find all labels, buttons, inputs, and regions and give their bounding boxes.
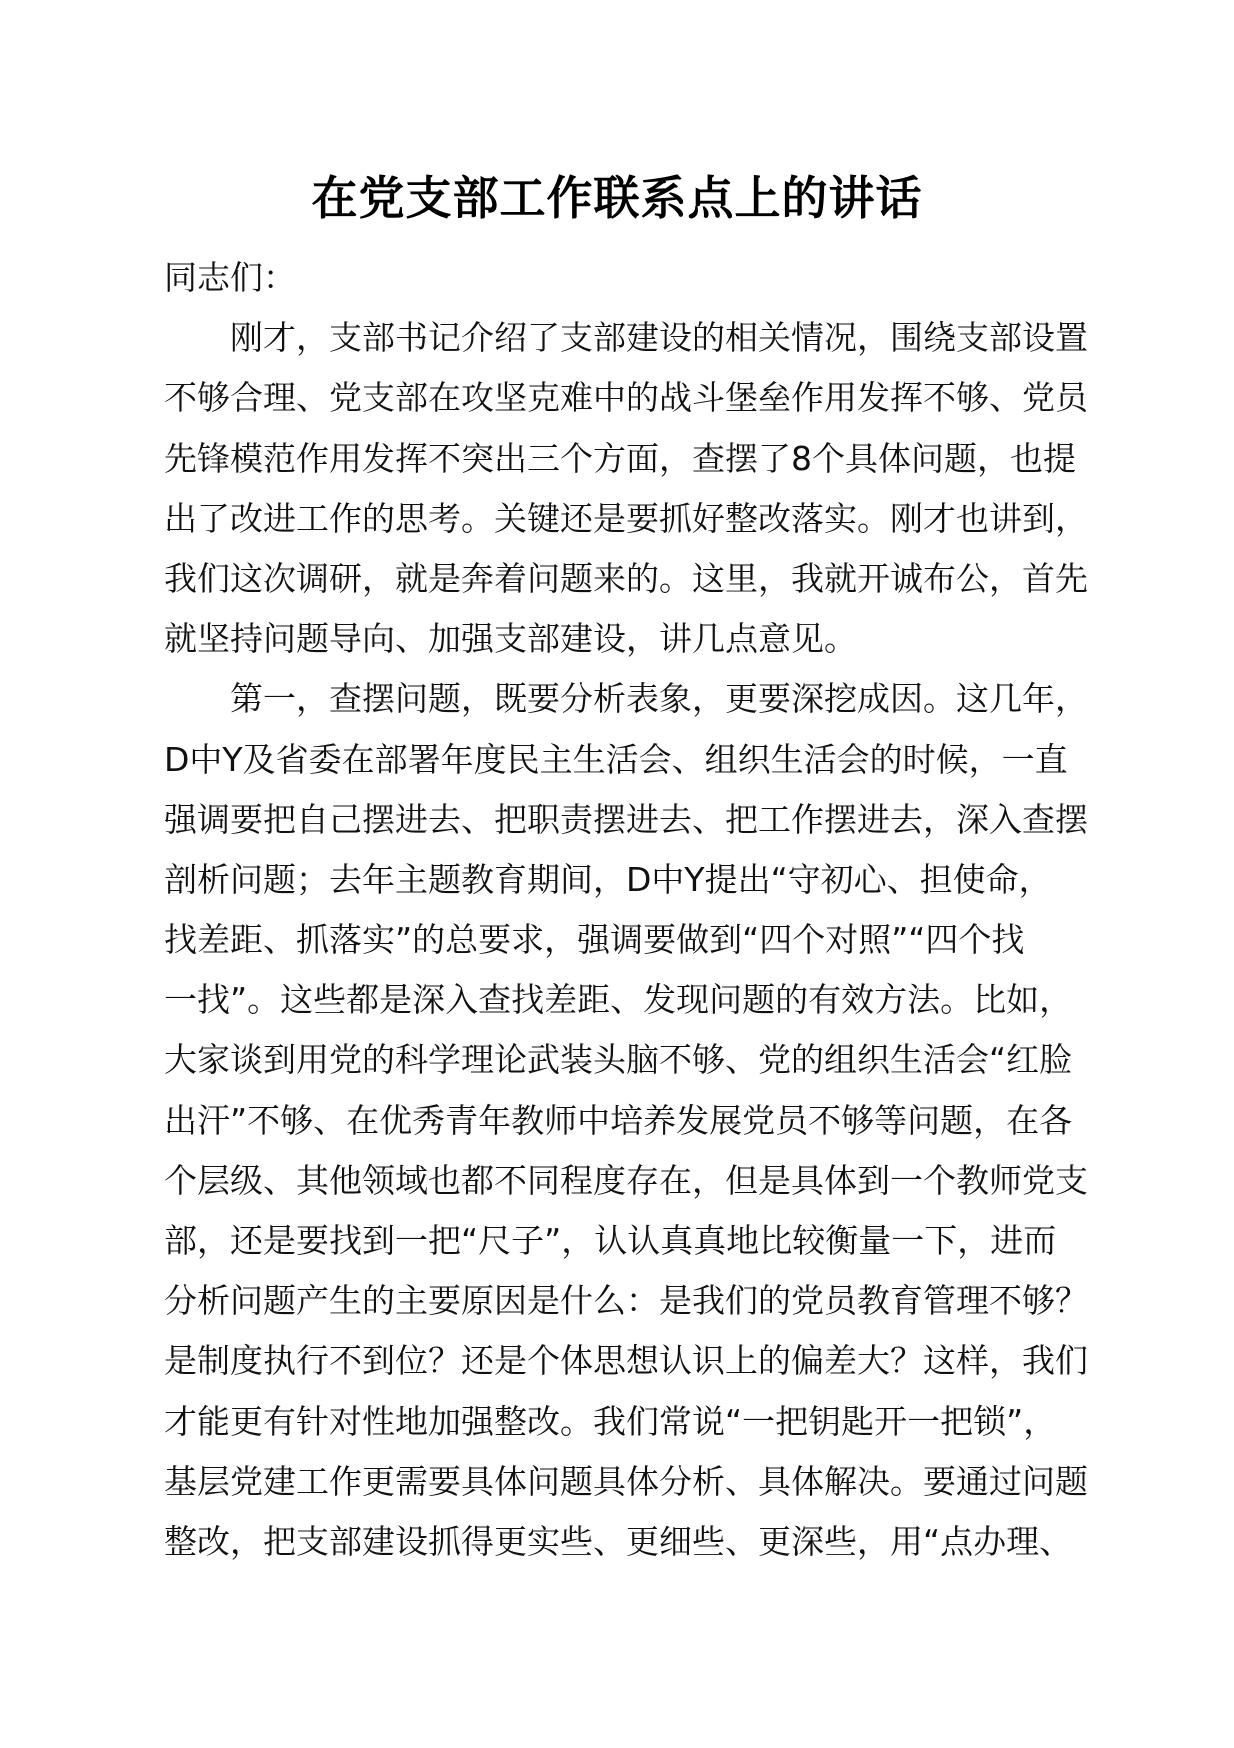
- paragraph-line: 分析问题产生的主要原因是什么：是我们的党员教育管理不够？: [164, 1281, 1088, 1321]
- paragraph-line: 先锋模范作用发挥不突出三个方面，查摆了8个具体问题，也提: [164, 438, 1076, 478]
- paragraph-line: 就坚持问题导向、加强支部建设，讲几点意见。: [164, 619, 857, 659]
- paragraph-line: 基层党建工作更需要具体问题具体分析、具体解决。要通过问题: [164, 1461, 1088, 1501]
- paragraph-line: 不够合理、党支部在攻坚克难中的战斗堡垒作用发挥不够、党员: [164, 378, 1088, 418]
- paragraph-line: 刚才，支部书记介绍了支部建设的相关情况，围绕支部设置: [230, 318, 1088, 358]
- document-body: [164, 248, 1120, 1572]
- paragraph-line: 大家谈到用党的科学理论武装头脑不够、党的组织生活会“红脸: [164, 1040, 1073, 1080]
- paragraph-line: 出了改进工作的思考。关键还是要抓好整改落实。刚才也讲到，: [164, 498, 1088, 538]
- paragraph-line: 我们这次调研，就是奔着问题来的。这里，我就开诚布公，首先: [164, 558, 1088, 598]
- paragraph-line: 部，还是要找到一把“尺子”，认认真真地比较衡量一下，进而: [164, 1221, 1057, 1260]
- paragraph-line: 个层级、其他领域也都不同程度存在，但是具体到一个教师党支: [164, 1160, 1088, 1200]
- document-title: 在党支部工作联系点上的讲话: [311, 171, 923, 225]
- paragraph-line: 整改，把支部建设抓得更实些、更细些、更深些，用“点办理、: [164, 1521, 1073, 1561]
- paragraph-line: 剖析问题；去年主题教育期间，D中Y提出“守初心、担使命，: [164, 859, 1052, 899]
- paragraph-line: 找差距、抓落实”的总要求，强调要做到“四个对照”“四个找: [164, 920, 1025, 960]
- paragraph-line: 强调要把自己摆进去、把职责摆进去、把工作摆进去，深入查摆: [164, 799, 1088, 839]
- salutation: 同志们：: [164, 258, 296, 297]
- paragraph-line: 第一，查摆问题，既要分析表象，更要深挖成因。这几年，: [230, 679, 1088, 719]
- paragraph-line: 才能更有针对性地加强整改。我们常说“一把钥匙开一把锁”，: [164, 1401, 1057, 1441]
- paragraph-line: 一找”。这些都是深入查找差距、发现问题的有效方法。比如，: [164, 980, 1073, 1020]
- paragraph-line: 是制度执行不到位？还是个体思想认识上的偏差大？这样，我们: [164, 1341, 1088, 1381]
- paragraph-line: D中Y及省委在部署年度民主生活会、组织生活会的时候，一直: [164, 739, 1068, 779]
- paragraph-line: 出汗”不够、在优秀青年教师中培养发展党员不够等问题，在各: [164, 1100, 1073, 1140]
